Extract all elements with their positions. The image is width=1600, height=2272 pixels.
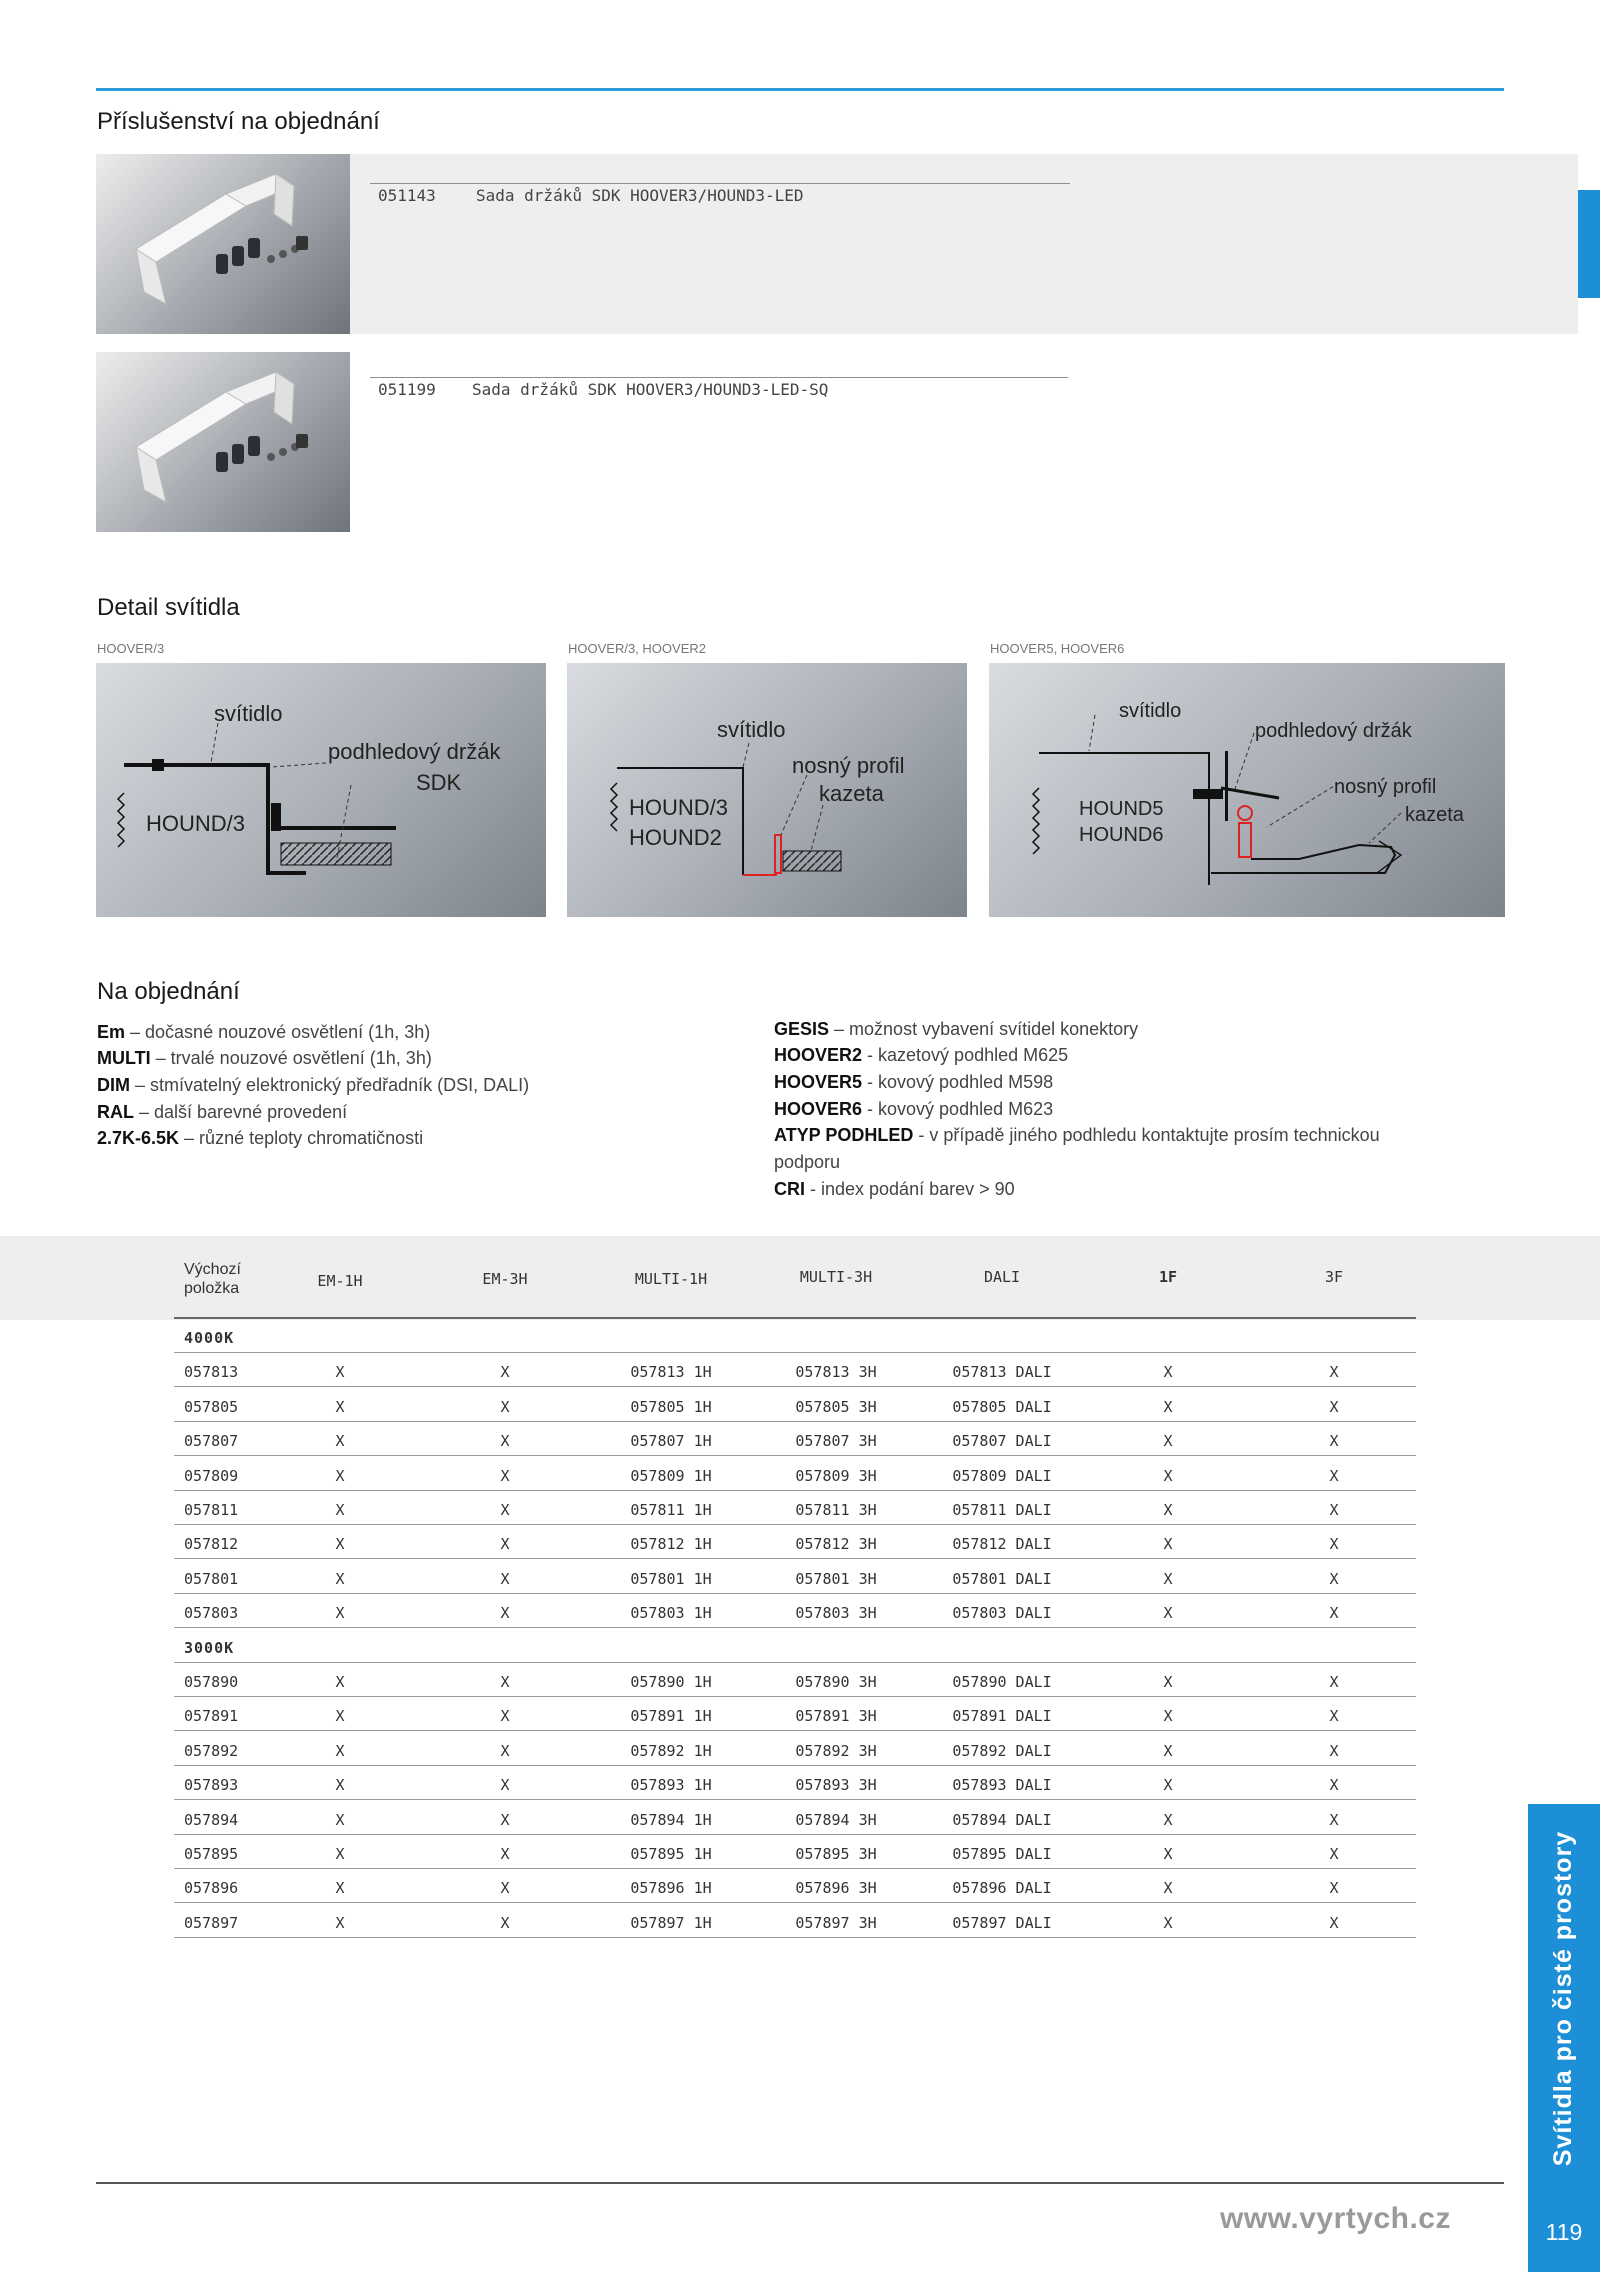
label-sdk: SDK: [416, 770, 462, 795]
cell-f1: X: [1163, 1569, 1173, 1588]
option-text: – možnost vybavení svítidel konektory: [829, 1019, 1139, 1039]
cell-f3: X: [1329, 1913, 1339, 1932]
table-group-row: [174, 1319, 1416, 1353]
side-tab-label: Svítidla pro čisté prostory: [1549, 1830, 1578, 2166]
option-item: [774, 1016, 1138, 1042]
col-header-default-line1: Výchozí: [184, 1261, 241, 1278]
cell-d: 057897 DALI: [952, 1913, 1052, 1932]
cell-f3: X: [1329, 1569, 1339, 1588]
option-item: [97, 1019, 430, 1045]
cell-em3: X: [500, 1913, 510, 1932]
col-header-3f: [1325, 1268, 1343, 1286]
detail-label: HOOVER/3, HOOVER2: [568, 641, 706, 656]
table-row: [174, 1457, 1416, 1491]
cell-em1: X: [335, 1501, 345, 1519]
accessory-code: 051199: [378, 380, 436, 399]
top-rule: [96, 88, 1504, 91]
cell-default-code: 057813: [184, 1363, 239, 1382]
table-row: [174, 1491, 1416, 1525]
col-header-multi3h: MULTI-3H: [799, 1268, 873, 1286]
cell-m3: 057805 3H: [795, 1397, 877, 1416]
cell-em3: X: [500, 1432, 510, 1451]
accessory-image: [96, 154, 350, 334]
option-text: – různé teploty chromatičnosti: [179, 1128, 424, 1148]
cell-f3: X: [1329, 1741, 1339, 1760]
cell-em1: X: [335, 1397, 345, 1416]
accessory-divider: [370, 183, 1070, 184]
option-item: [774, 1176, 1015, 1202]
cell-f1: X: [1163, 1810, 1173, 1829]
table-row: [174, 1422, 1416, 1456]
cell-m3: 057892 3H: [795, 1741, 877, 1760]
cell-default-code: 057811: [184, 1501, 239, 1519]
order-title: Na objednání: [97, 978, 240, 1005]
cell-em1: X: [335, 1535, 345, 1554]
cell-f3: X: [1329, 1535, 1339, 1554]
cell-m3: 057895 3H: [795, 1845, 877, 1863]
cell-m1: 057807 1H: [630, 1432, 712, 1451]
cell-em1: X: [335, 1879, 345, 1898]
cell-f1: X: [1163, 1845, 1173, 1863]
cell-default-code: 057891: [184, 1707, 239, 1726]
cell-em3: X: [500, 1707, 510, 1726]
cell-d: 057890 DALI: [952, 1673, 1052, 1691]
cell-m1: 057890 1H: [630, 1673, 712, 1691]
option-text: - v případě jiného podhledu kontaktujte prosím technickou podporu: [774, 1125, 1380, 1172]
cell-em1: X: [335, 1913, 345, 1932]
accessory-code: 051143: [378, 186, 436, 205]
option-key: CRI: [774, 1179, 805, 1199]
cell-em3: X: [500, 1776, 510, 1795]
cell-default-code: 057892: [184, 1741, 239, 1760]
table-row: [174, 1904, 1416, 1938]
table-row: [174, 1835, 1416, 1869]
label-svitidlo: svítidlo: [717, 717, 786, 742]
cell-f1: X: [1163, 1432, 1173, 1451]
table-row: [174, 1663, 1416, 1697]
cell-f1: X: [1163, 1879, 1173, 1898]
cell-f3: X: [1329, 1363, 1339, 1382]
detail-diagram-hoover5: [989, 663, 1505, 917]
detail-title: Detail svítidla: [97, 594, 240, 621]
cell-f3: X: [1329, 1466, 1339, 1485]
option-item: [97, 1045, 432, 1071]
cell-default-code: 057807: [184, 1432, 239, 1451]
cell-f1: X: [1163, 1604, 1173, 1623]
cell-m1: 057893 1H: [630, 1776, 712, 1795]
cell-em1: X: [335, 1466, 345, 1485]
option-text: – stmívatelný elektronický předřadník (DSI, DALI): [130, 1075, 530, 1095]
option-key: ATYP PODHLED: [774, 1125, 914, 1145]
cell-f1: X: [1163, 1501, 1173, 1519]
side-tab-label-wrap: [1528, 1804, 1600, 2192]
cell-f1: X: [1163, 1363, 1173, 1382]
cell-default-code: 057805: [184, 1397, 239, 1416]
table-row: [174, 1869, 1416, 1903]
option-text: - kovový podhled M623: [862, 1099, 1054, 1119]
detail-diagram-hoover2: [567, 663, 967, 917]
cell-em3: X: [500, 1535, 510, 1554]
cell-em1: X: [335, 1776, 345, 1795]
table-row: [174, 1732, 1416, 1766]
table-row: [174, 1525, 1416, 1559]
cell-f1: X: [1163, 1466, 1173, 1485]
cell-d: 057812 DALI: [952, 1535, 1052, 1554]
detail-label: HOOVER5, HOOVER6: [990, 641, 1125, 656]
cell-m1: 057891 1H: [630, 1707, 712, 1726]
cell-default-code: 057812: [184, 1535, 239, 1554]
label-hound6: HOUND6: [1079, 824, 1164, 846]
cell-em3: X: [500, 1604, 510, 1623]
label-drzak: podhledový držák: [328, 739, 501, 764]
label-hound3: HOUND/3: [629, 795, 729, 820]
option-text: - index podání barev > 90: [805, 1179, 1015, 1199]
cell-em3: X: [500, 1741, 510, 1760]
cell-m3: 057891 3H: [795, 1707, 877, 1726]
cell-m3: 057803 3H: [795, 1604, 877, 1623]
accessory-image: [96, 352, 350, 532]
cell-em3: X: [500, 1569, 510, 1588]
cell-default-code: 057890: [184, 1673, 239, 1691]
cell-f1: X: [1163, 1707, 1173, 1726]
cell-d: 057894 DALI: [952, 1810, 1052, 1829]
option-key: GESIS: [774, 1019, 830, 1039]
option-item: [774, 1042, 1068, 1068]
cell-d: 057893 DALI: [952, 1776, 1052, 1795]
cell-m1: 057894 1H: [630, 1810, 712, 1829]
col-header-default: [184, 1260, 241, 1298]
cell-d: 057891 DALI: [952, 1707, 1052, 1726]
cell-f1: X: [1163, 1913, 1173, 1932]
cell-em3: X: [500, 1810, 510, 1829]
cell-m3: 057801 3H: [795, 1569, 877, 1588]
cell-default-code: 057895: [184, 1845, 239, 1863]
cell-em3: X: [500, 1879, 510, 1898]
col-header-3f-text: 3F: [1324, 1268, 1344, 1286]
cell-em3: X: [500, 1845, 510, 1863]
cell-m3: 057807 3H: [795, 1432, 877, 1451]
cell-f3: X: [1329, 1845, 1339, 1863]
label-hound5: HOUND5: [1079, 798, 1164, 820]
cell-em1: X: [335, 1707, 345, 1726]
cell-f3: X: [1329, 1432, 1339, 1451]
cell-default-code: 057803: [184, 1604, 239, 1623]
label-kazeta: kazeta: [819, 781, 884, 806]
cell-default-code: 057894: [184, 1810, 239, 1829]
cell-f1: X: [1163, 1535, 1173, 1554]
cell-em3: X: [500, 1501, 510, 1519]
option-key: RAL: [97, 1102, 134, 1122]
cell-d: 057895 DALI: [952, 1845, 1052, 1863]
cell-m1: 057895 1H: [630, 1845, 712, 1863]
cell-m1: 057803 1H: [630, 1604, 712, 1623]
detail-diagram-hoover3: [96, 663, 546, 917]
col-header-em1h: EM-1H: [317, 1272, 363, 1290]
cell-d: 057805 DALI: [952, 1397, 1052, 1416]
cell-em3: X: [500, 1397, 510, 1416]
option-text: - kovový podhled M598: [862, 1072, 1054, 1092]
option-item: [97, 1099, 347, 1125]
label-kazeta: kazeta: [1405, 804, 1464, 826]
accessory-description: Sada držáků SDK HOOVER3/HOUND3-LED-SQ: [472, 380, 829, 399]
option-key: Em: [97, 1022, 126, 1042]
cell-d: 057896 DALI: [952, 1879, 1052, 1898]
cell-d: 057807 DALI: [952, 1432, 1052, 1451]
option-text: – dočasné nouzové osvětlení (1h, 3h): [125, 1022, 431, 1042]
page-number: 119: [1528, 2192, 1600, 2272]
accessory-divider: [370, 377, 1068, 378]
option-key: HOOVER5: [774, 1072, 863, 1092]
website-url[interactable]: www.vyrtych.cz: [1220, 2202, 1451, 2235]
cell-m1: 057892 1H: [630, 1741, 712, 1760]
option-key: 2.7K-6.5K: [97, 1128, 180, 1148]
cell-m3: 057809 3H: [795, 1466, 877, 1485]
option-key: MULTI: [97, 1048, 151, 1068]
label-hound2: HOUND2: [629, 825, 722, 850]
col-header-default-line2: položka: [184, 1280, 240, 1297]
detail-label: HOOVER/3: [97, 641, 165, 656]
cell-em1: X: [335, 1673, 345, 1691]
cell-m3: 057812 3H: [795, 1535, 877, 1554]
cell-d: 057801 DALI: [952, 1569, 1052, 1588]
cell-default-code: 057809: [184, 1466, 239, 1485]
cell-m3: 057890 3H: [795, 1673, 877, 1691]
cell-m1: 057811 1H: [630, 1501, 712, 1519]
cell-em3: X: [500, 1673, 510, 1691]
cell-m3: 057811 3H: [795, 1501, 877, 1519]
cell-default-code: 057897: [184, 1913, 239, 1932]
cell-em1: X: [335, 1810, 345, 1829]
cell-default-code: 057893: [184, 1776, 239, 1795]
cell-em1: X: [335, 1432, 345, 1451]
cell-m3: 057894 3H: [795, 1810, 877, 1829]
table-row: [174, 1766, 1416, 1800]
group-label: 3000K: [184, 1638, 235, 1657]
col-header-dali: DALI: [983, 1268, 1021, 1286]
cell-d: 057892 DALI: [952, 1741, 1052, 1760]
cell-m3: 057896 3H: [795, 1879, 877, 1898]
col-header-1f: 1F: [1158, 1268, 1178, 1286]
label-profil: nosný profil: [792, 753, 905, 778]
cell-d: 057809 DALI: [952, 1466, 1052, 1485]
option-item: [774, 1122, 1414, 1176]
col-header-em3h: EM-3H: [482, 1270, 528, 1288]
cell-m3: 057893 3H: [795, 1776, 877, 1795]
option-item: [97, 1125, 423, 1151]
cell-f3: X: [1329, 1604, 1339, 1623]
bottom-rule: [96, 2182, 1504, 2184]
cell-d: 057811 DALI: [952, 1501, 1052, 1519]
option-text: - kazetový podhled M625: [862, 1045, 1069, 1065]
option-text: – další barevné provedení: [134, 1102, 348, 1122]
cell-m1: 057897 1H: [630, 1913, 712, 1932]
option-text: – trvalé nouzové osvětlení (1h, 3h): [150, 1048, 432, 1068]
cell-f1: X: [1163, 1673, 1173, 1691]
label-svitidlo: svítidlo: [214, 701, 283, 726]
cell-m1: 057801 1H: [630, 1569, 712, 1588]
cell-f1: X: [1163, 1397, 1173, 1416]
cell-em3: X: [500, 1466, 510, 1485]
option-item: [774, 1096, 1053, 1122]
cell-m1: 057809 1H: [630, 1466, 712, 1485]
label-hound3: HOUND/3: [146, 811, 246, 836]
cell-f3: X: [1329, 1501, 1339, 1519]
label-svitidlo: svítidlo: [1119, 700, 1182, 722]
cell-d: 057803 DALI: [952, 1604, 1052, 1623]
cell-em1: X: [335, 1569, 345, 1588]
table-row: [174, 1388, 1416, 1422]
table-row: [174, 1697, 1416, 1731]
cell-m1: 057812 1H: [630, 1535, 712, 1554]
cell-m1: 057896 1H: [630, 1879, 712, 1898]
option-key: HOOVER2: [774, 1045, 863, 1065]
cell-em1: X: [335, 1741, 345, 1760]
table-row: [174, 1353, 1416, 1387]
table-row: [174, 1560, 1416, 1594]
cell-m3: 057897 3H: [795, 1913, 877, 1932]
cell-f1: X: [1163, 1776, 1173, 1795]
cell-d: 057813 DALI: [952, 1363, 1052, 1382]
cell-f1: X: [1163, 1741, 1173, 1760]
cell-em1: X: [335, 1363, 345, 1382]
cell-default-code: 057801: [184, 1569, 239, 1588]
accessory-description: Sada držáků SDK HOOVER3/HOUND3-LED: [476, 186, 804, 205]
group-label: 4000K: [184, 1329, 235, 1347]
cell-f3: X: [1329, 1810, 1339, 1829]
option-item: [774, 1069, 1053, 1095]
cell-m3: 057813 3H: [795, 1363, 877, 1382]
cell-m1: 057813 1H: [630, 1363, 712, 1382]
cell-em3: X: [500, 1363, 510, 1382]
cell-f3: X: [1329, 1776, 1339, 1795]
cell-default-code: 057896: [184, 1879, 239, 1898]
cell-f3: X: [1329, 1673, 1339, 1691]
table-row: [174, 1801, 1416, 1835]
table-row: [174, 1594, 1416, 1628]
cell-em1: X: [335, 1845, 345, 1863]
accessories-title: Příslušenství na objednání: [97, 108, 380, 135]
cell-em1: X: [335, 1604, 345, 1623]
cell-f3: X: [1329, 1879, 1339, 1898]
cell-m1: 057805 1H: [630, 1397, 712, 1416]
col-header-multi1h: MULTI-1H: [634, 1270, 708, 1288]
cell-f3: X: [1329, 1707, 1339, 1726]
table-group-row: [174, 1629, 1416, 1663]
cell-f3: X: [1329, 1397, 1339, 1416]
label-drzak: podhledový držák: [1255, 720, 1412, 742]
option-key: HOOVER6: [774, 1099, 863, 1119]
option-item: [97, 1072, 529, 1098]
label-profil: nosný profil: [1334, 776, 1437, 798]
option-key: DIM: [97, 1075, 130, 1095]
